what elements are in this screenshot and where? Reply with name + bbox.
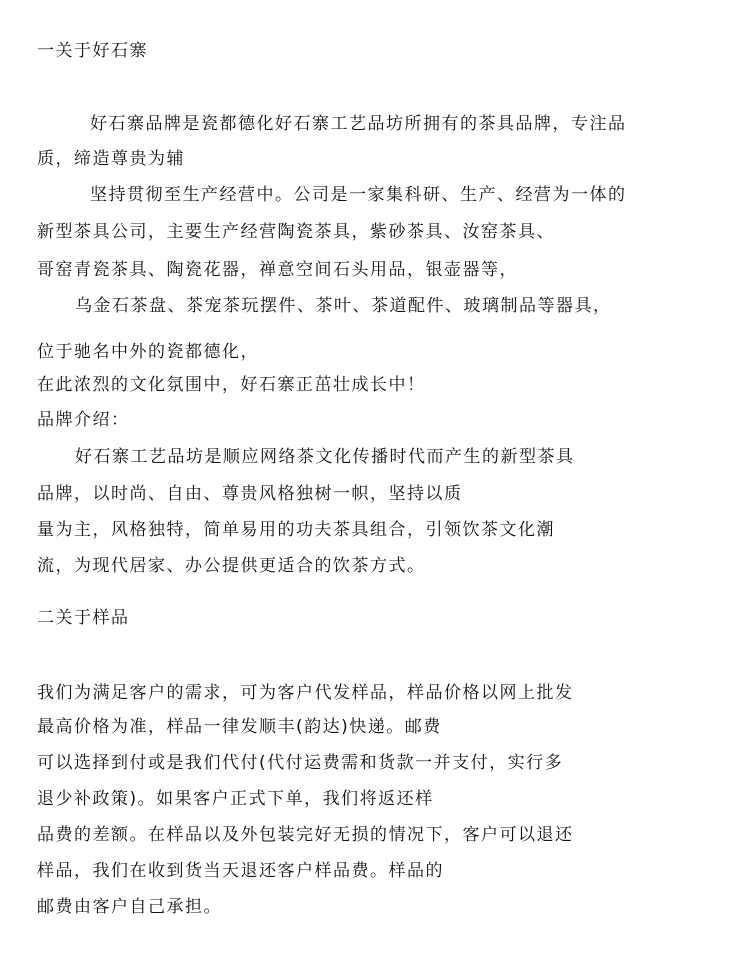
brand-intro-line: 品牌，以时尚、自由、尊贵风格独树一帜，坚持以质	[37, 484, 463, 504]
section1-paragraph-line: 哥窑青瓷茶具、陶瓷花器，禅意空间石头用品，银壶器等，	[37, 260, 518, 280]
brand-intro-line: 好石寨工艺品坊是顺应网络茶文化传播时代而产生的新型茶具	[75, 447, 575, 467]
section2-paragraph-line: 退少补政策)。如果客户正式下单，我们将返还样	[37, 789, 434, 809]
section1-paragraph-line: 坚持贯彻至生产经营中。公司是一家集科研、生产、经营为一体的	[90, 185, 627, 205]
section2-paragraph-line: 最高价格为准，样品一律发顺丰(韵达)快递。邮费	[37, 717, 442, 737]
section1-paragraph-line: 新型茶具公司，主要生产经营陶瓷茶具，紫砂茶具、汝窑茶具、	[37, 222, 555, 242]
section1-paragraph-line: 质，缔造尊贵为辅	[37, 149, 185, 169]
section1-heading: 一关于好石寨	[37, 41, 148, 61]
brand-intro-label: 品牌介绍：	[37, 410, 130, 430]
brand-intro-line: 量为主，风格独特，简单易用的功夫茶具组合，引领饮茶文化潮	[37, 520, 555, 540]
brand-intro-line: 流，为现代居家、办公提供更适合的饮茶方式。	[37, 556, 426, 576]
section2-paragraph-line: 样品，我们在收到货当天退还客户样品费。样品的	[37, 861, 444, 881]
section2-paragraph-line: 可以选择到付或是我们代付(代付运费需和货款一并支付，实行多	[37, 753, 564, 773]
section1-paragraph-line: 位于驰名中外的瓷都德化，	[37, 342, 259, 362]
section2-paragraph-line: 品费的差额。在样品以及外包装完好无损的情况下，客户可以退还	[37, 825, 574, 845]
section1-paragraph-line: 乌金石茶盘、茶宠茶玩摆件、茶叶、茶道配件、玻璃制品等器具，	[75, 296, 612, 316]
section2-heading: 二关于样品	[37, 608, 130, 628]
section2-paragraph-line: 我们为满足客户的需求，可为客户代发样品，样品价格以网上批发	[37, 683, 574, 703]
section1-paragraph-line: 好石寨品牌是瓷都德化好石寨工艺品坊所拥有的茶具品牌，专注品	[90, 114, 627, 134]
section1-paragraph-line: 在此浓烈的文化氛围中，好石寨正茁壮成长中！	[37, 375, 426, 395]
section2-paragraph-line: 邮费由客户自己承担。	[37, 897, 222, 917]
